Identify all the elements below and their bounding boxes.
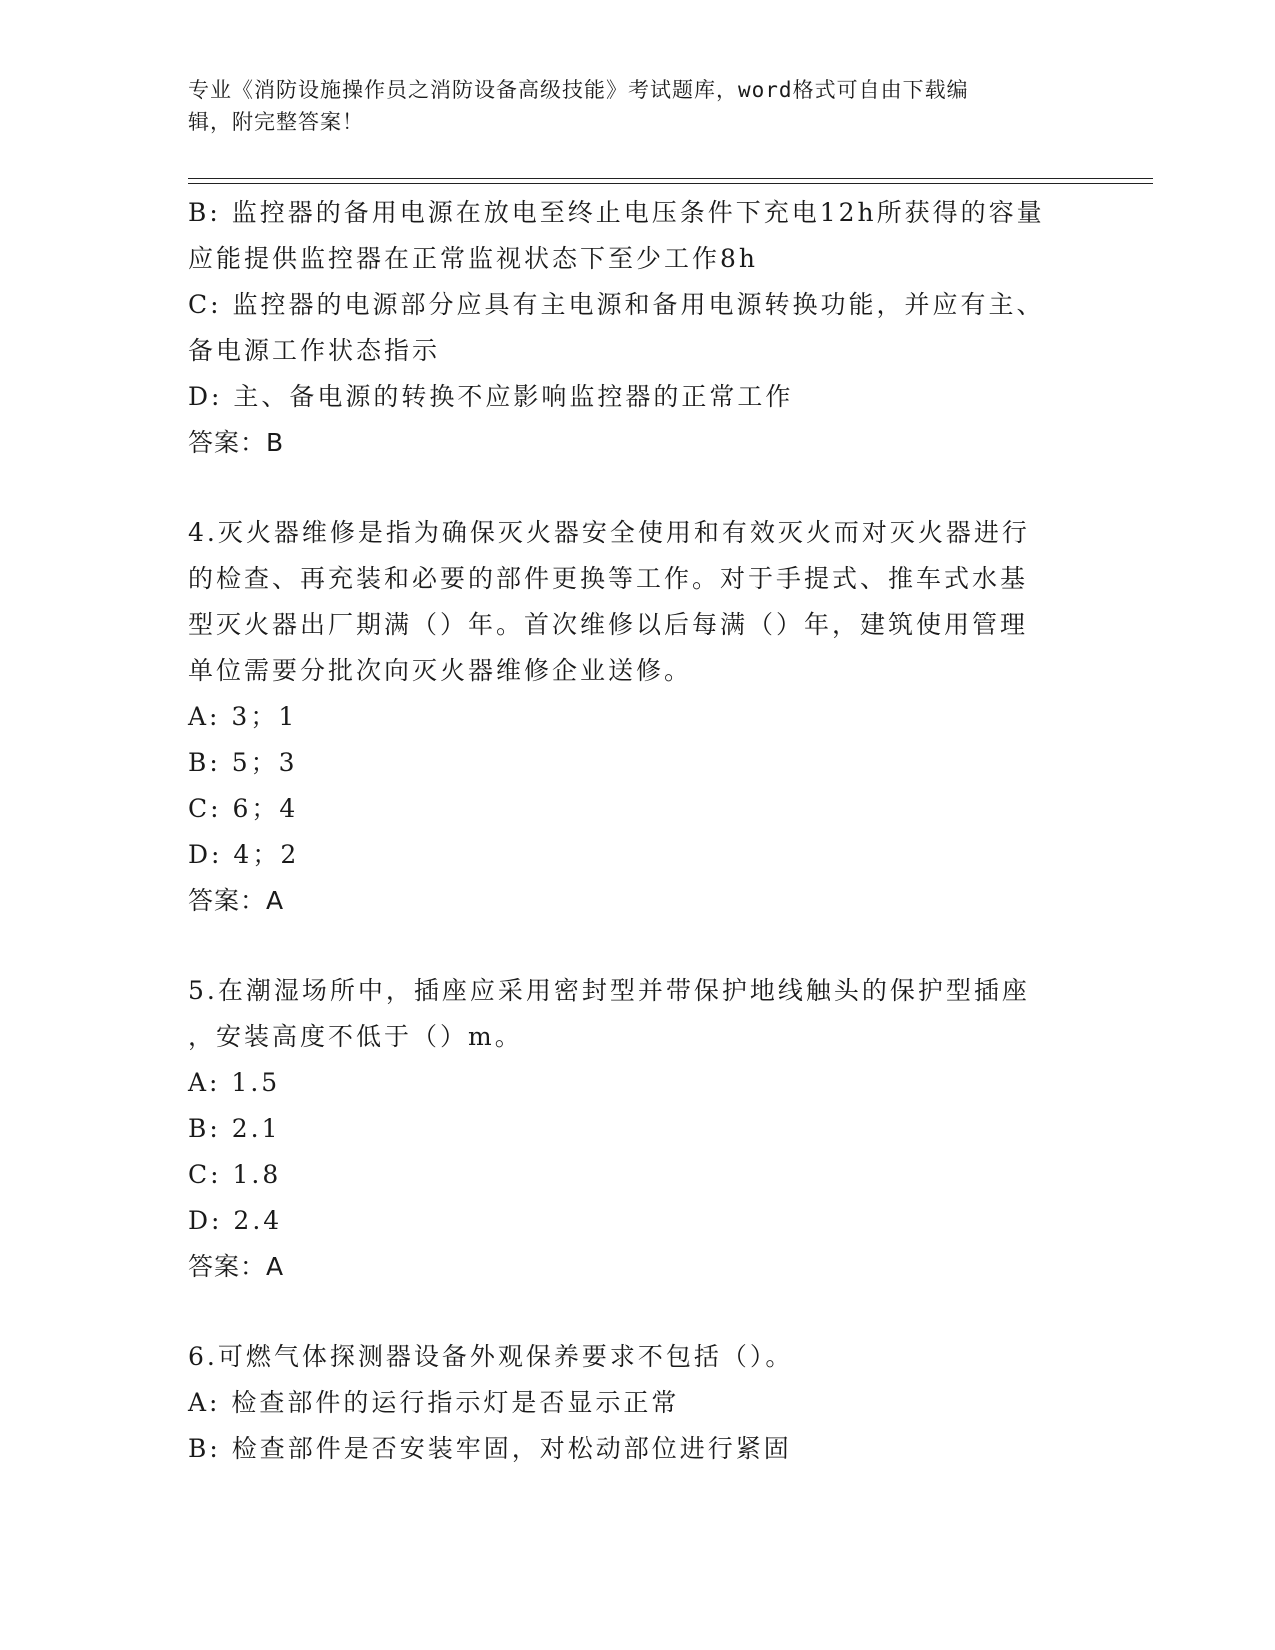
question-stem-line: 型灭火器出厂期满（）年。首次维修以后每满（）年，建筑使用管理 (188, 610, 1029, 639)
answer: 答案：A (188, 886, 285, 915)
option-a: A: 检查部件的运行指示灯是否显示正常 (188, 1388, 680, 1417)
question-3-tail (188, 190, 1088, 466)
option-b-line: B: 监控器的备用电源在放电至终止电压条件下充电12h所获得的容量 (188, 198, 1045, 227)
question-stem-line: ，安装高度不低于（）m。 (188, 1022, 523, 1051)
option-b: B: 检查部件是否安装牢固，对松动部位进行紧固 (188, 1434, 792, 1463)
header-divider-top (188, 178, 1153, 179)
option-c: C: 6；4 (188, 794, 299, 823)
option-d: D: 2.4 (188, 1206, 283, 1235)
option-c: C: 1.8 (188, 1160, 282, 1189)
answer: 答案：B (188, 428, 285, 457)
question-stem-line: 单位需要分批次向灭火器维修企业送修。 (188, 656, 693, 685)
option-c-line: 备电源工作状态指示 (188, 336, 441, 365)
question-stem-line: 6.可燃气体探测器设备外观保养要求不包括（）。 (188, 1342, 794, 1371)
header-line-2: 辑，附完整答案！ (188, 110, 364, 134)
option-b-line: 应能提供监控器在正常监视状态下至少工作8h (188, 244, 759, 273)
option-d: D: 主、备电源的转换不应影响监控器的正常工作 (188, 382, 794, 411)
header-divider-bottom (188, 183, 1153, 184)
option-c-line: C: 监控器的电源部分应具有主电源和备用电源转换功能，并应有主、 (188, 290, 1045, 319)
question-stem-line: 5.在潮湿场所中，插座应采用密封型并带保护地线触头的保护型插座 (188, 976, 1030, 1005)
question-list (188, 190, 1088, 1472)
question-stem-line: 4.灭火器维修是指为确保灭火器安全使用和有效灭火而对灭火器进行 (188, 518, 1030, 547)
option-d: D: 4；2 (188, 840, 300, 869)
option-b: B: 2.1 (188, 1114, 281, 1143)
option-a: A: 1.5 (188, 1068, 281, 1097)
document-header (188, 74, 1068, 138)
question-4 (188, 510, 1088, 924)
option-a: A: 3；1 (188, 702, 298, 731)
question-stem-line: 的检查、再充装和必要的部件更换等工作。对于手提式、推车式水基 (188, 564, 1029, 593)
header-line-1: 专业《消防设施操作员之消防设备高级技能》考试题库，word格式可自由下载编 (188, 78, 969, 102)
question-5 (188, 968, 1088, 1290)
answer: 答案：A (188, 1252, 285, 1281)
question-6 (188, 1334, 1088, 1472)
option-b: B: 5；3 (188, 748, 298, 777)
